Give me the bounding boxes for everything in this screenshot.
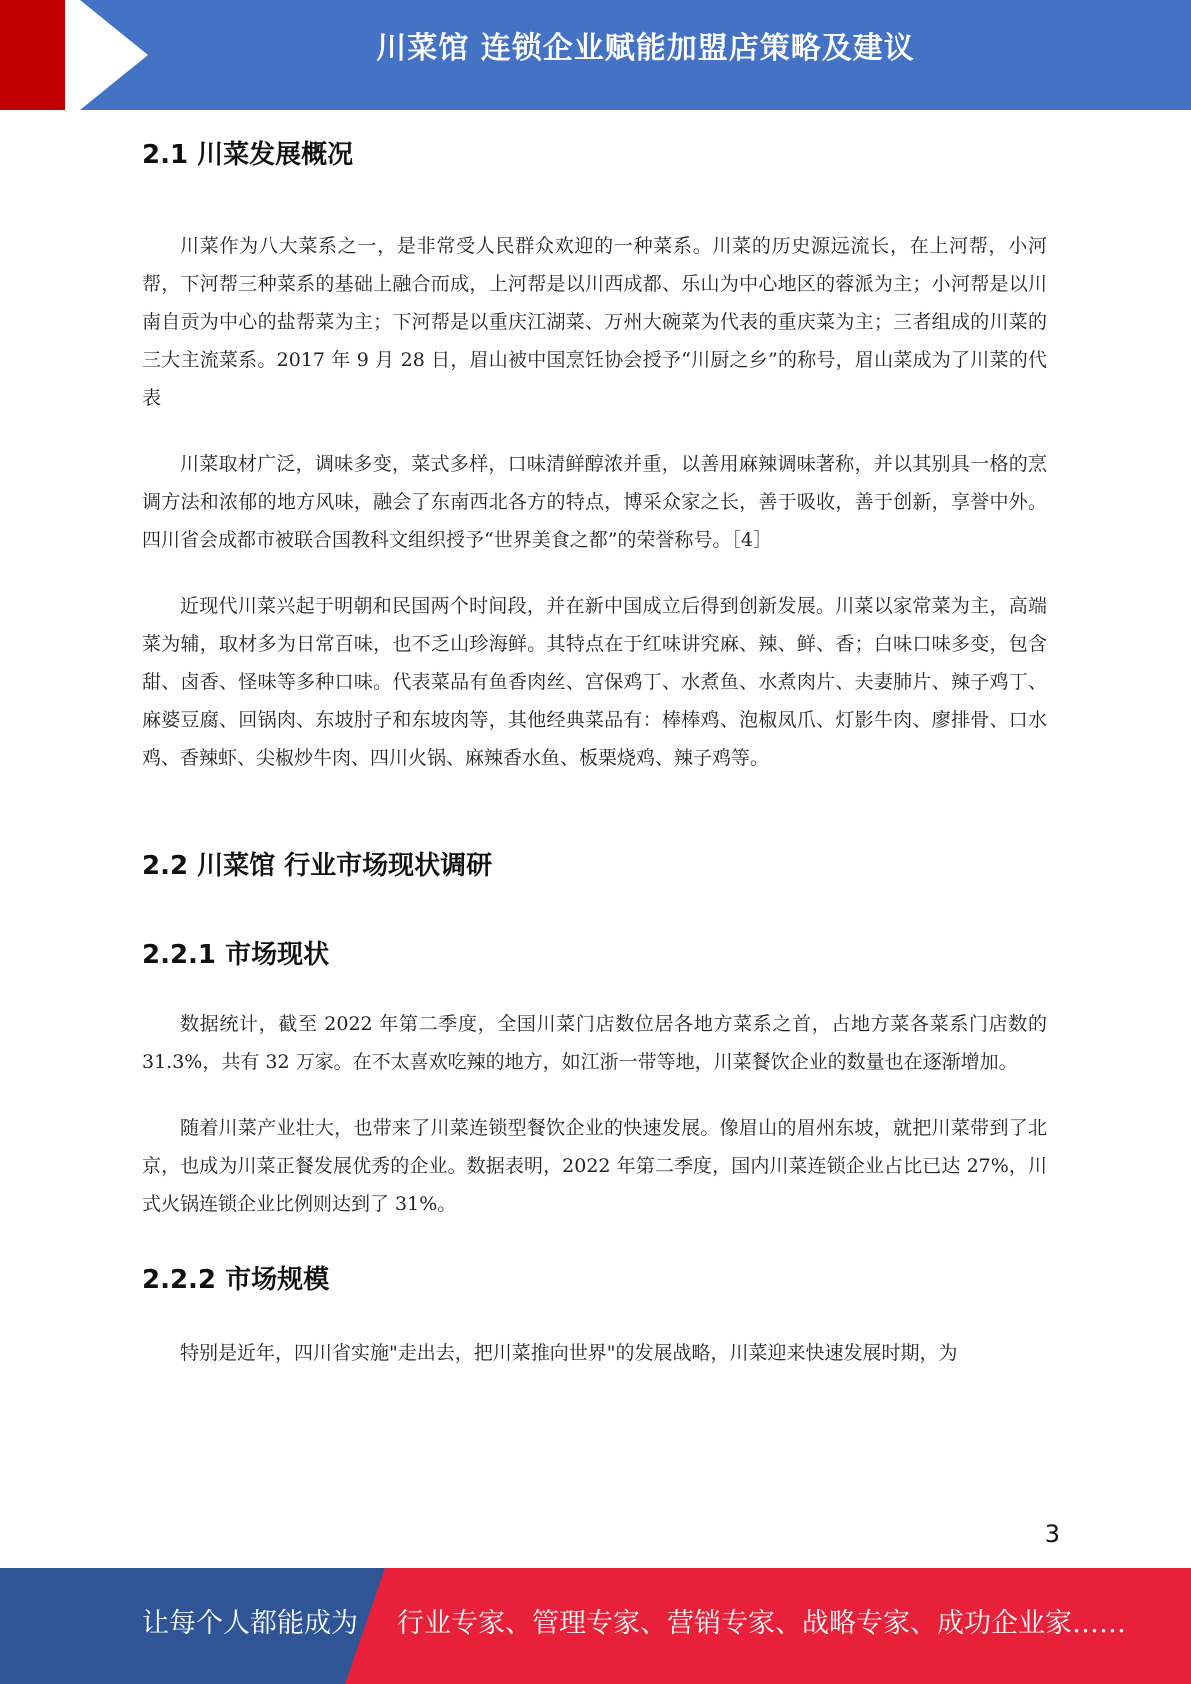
section-heading-2-2: 2.2 川菜馆 行业市场现状调研 — [142, 851, 493, 881]
footer-banner — [0, 1568, 1191, 1684]
section-heading-2-2-1: 2.2.1 市场现状 — [142, 940, 330, 970]
paragraph: 川菜作为八大菜系之一，是非常受人民群众欢迎的一种菜系。川菜的历史源远流长，在上河帮，小河帮，下河帮三种菜系的基础上融合而成，上河帮是以川西成都、乐山为中心地区的蓉派为主；小河帮是以川南自贡为中心的盐帮菜为主；下河帮是以重庆江湖菜、万州大碗菜为代表的重庆菜为主；三者组成的川菜的三大主流菜系。2017 年 9 月 28 日，眉山被中国烹饪协会授予“川厨之乡”的称号，眉山菜成为了川菜的代表 — [142, 235, 1047, 409]
main-content — [142, 130, 1047, 1372]
paragraph: 近现代川菜兴起于明朝和民国两个时间段，并在新中国成立后得到创新发展。川菜以家常菜为主，高端菜为辅，取材多为日常百味，也不乏山珍海鲜。其特点在于红味讲究麻、辣、鲜、香；白味口味多变，包含甜、卤香、怪味等多种口味。代表菜品有鱼香肉丝、宫保鸡丁、水煮鱼、水煮肉片、夫妻肺片、辣子鸡丁、麻婆豆腐、回锅肉、东坡肘子和东坡肉等，其他经典菜品有：棒棒鸡、泡椒凤爪、灯影牛肉、廖排骨、口水鸡、香辣虾、尖椒炒牛肉、四川火锅、麻辣香水鱼、板栗烧鸡、辣子鸡等。 — [142, 595, 1047, 769]
paragraph: 随着川菜产业壮大，也带来了川菜连锁型餐饮企业的快速发展。像眉山的眉州东坡，就把川菜带到了北京，也成为川菜正餐发展优秀的企业。数据表明，2022 年第二季度，国内川菜连锁企业占比已达 27%，川式火锅连锁企业比例则达到了 31%。 — [142, 1117, 1047, 1215]
section-heading-2-2-2: 2.2.2 市场规模 — [142, 1265, 330, 1295]
footer-slogan-left: 让每个人都能成为 — [142, 1608, 358, 1639]
paragraph: 川菜取材广泛，调味多变，菜式多样，口味清鲜醇浓并重，以善用麻辣调味著称，并以其别具一格的烹调方法和浓郁的地方风味，融会了东南西北各方的特点，博采众家之长，善于吸收，善于创新，享誉中外。四川省会成都市被联合国教科文组织授予“世界美食之都”的荣誉称号。［4］ — [142, 453, 1047, 551]
paragraph: 数据统计，截至 2022 年第二季度，全国川菜门店数位居各地方菜系之首，占地方菜各菜系门店数的 31.3%，共有 32 万家。在不太喜欢吃辣的地方，如江浙一带等地，川菜餐饮企业的数量也在逐渐增加。 — [142, 1013, 1047, 1073]
document-title: 川菜馆 连锁企业赋能加盟店策略及建议 — [376, 31, 915, 66]
page-number: 3 — [1044, 1520, 1060, 1548]
paragraph: 特别是近年，四川省实施"走出去，把川菜推向世界"的发展战略，川菜迎来快速发展时期，为 — [180, 1342, 958, 1364]
footer-slogan-right: 行业专家、管理专家、营销专家、战略专家、成功企业家…… — [397, 1608, 1126, 1639]
header-banner — [0, 0, 1191, 110]
section-heading-2-1: 2.1 川菜发展概况 — [142, 140, 354, 170]
